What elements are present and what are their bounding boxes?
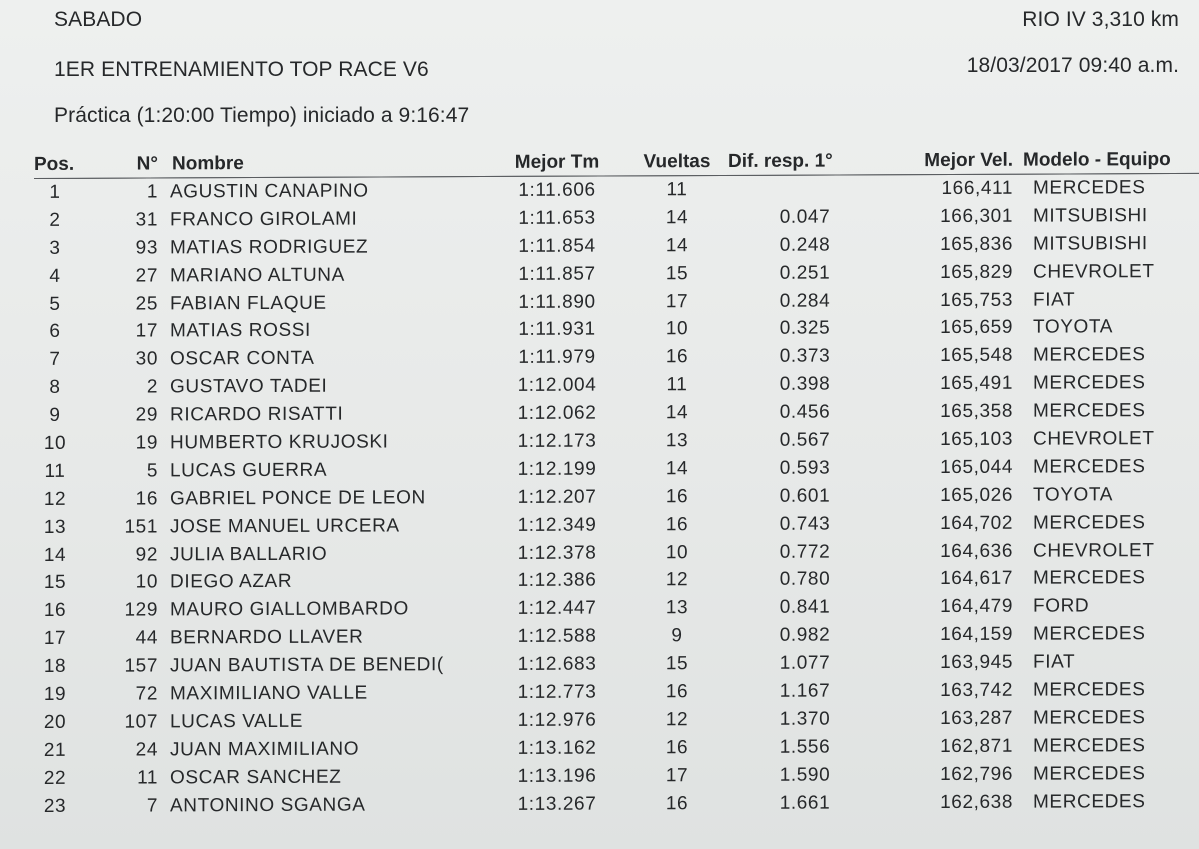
gap-cell: 0.456 xyxy=(779,401,831,423)
col-number-header: N° xyxy=(136,153,158,175)
pos-cell: 9 xyxy=(49,404,61,426)
gap-cell: 0.248 xyxy=(779,234,831,256)
driver-name-cell: LUCAS GUERRA xyxy=(170,459,328,482)
laps-cell: 16 xyxy=(665,736,689,758)
results-table xyxy=(34,147,1199,821)
best-speed-cell: 164,636 xyxy=(940,540,1013,562)
laps-cell: 14 xyxy=(665,234,689,256)
model-cell: MERCEDES xyxy=(1033,623,1146,645)
best-time-cell: 1:12.683 xyxy=(517,653,597,675)
car-number-cell: 29 xyxy=(135,404,158,426)
best-speed-cell: 165,548 xyxy=(940,345,1013,367)
best-speed-cell: 166,411 xyxy=(941,177,1013,199)
best-time-cell: 1:13.162 xyxy=(517,737,597,759)
model-cell: MITSUBISHI xyxy=(1033,204,1148,227)
best-speed-cell: 165,103 xyxy=(940,428,1013,450)
best-speed-cell: 162,638 xyxy=(940,791,1013,813)
best-speed-cell: 165,659 xyxy=(940,317,1013,339)
best-speed-cell: 165,491 xyxy=(940,372,1013,395)
best-speed-cell: 162,871 xyxy=(940,735,1013,757)
laps-cell: 14 xyxy=(665,402,689,424)
driver-name-cell: MARIANO ALTUNA xyxy=(170,264,345,287)
driver-name-cell: JUAN MAXIMILIANO xyxy=(170,738,360,761)
track-label: RIO IV 3,310 km xyxy=(1022,8,1179,31)
model-cell: MERCEDES xyxy=(1033,679,1146,701)
car-number-cell: 25 xyxy=(135,292,158,315)
gap-cell: 0.567 xyxy=(779,429,831,451)
best-speed-cell: 165,044 xyxy=(940,456,1013,478)
laps-cell: 13 xyxy=(665,597,689,619)
gap-cell: 0.047 xyxy=(779,206,831,228)
best-time-cell: 1:11.979 xyxy=(518,346,596,369)
pos-cell: 5 xyxy=(49,293,61,315)
model-cell: FORD xyxy=(1033,595,1090,617)
car-number-cell: 5 xyxy=(146,460,158,482)
driver-name-cell: MATIAS ROSSI xyxy=(170,320,311,342)
best-speed-cell: 163,742 xyxy=(940,679,1013,702)
pos-cell: 12 xyxy=(43,488,67,510)
driver-name-cell: LUCAS VALLE xyxy=(170,710,303,733)
gap-cell: 0.373 xyxy=(779,345,831,368)
best-speed-cell: 165,358 xyxy=(940,400,1013,423)
model-cell: MERCEDES xyxy=(1033,372,1146,394)
model-cell: CHEVROLET xyxy=(1033,428,1155,450)
driver-name-cell: FABIAN FLAQUE xyxy=(170,292,327,314)
best-speed-cell: 166,301 xyxy=(940,205,1013,227)
pos-cell: 16 xyxy=(43,600,67,622)
laps-cell: 16 xyxy=(665,485,689,507)
table-row xyxy=(34,787,1199,820)
car-number-cell: 107 xyxy=(124,711,158,733)
model-cell: MERCEDES xyxy=(1033,511,1146,534)
best-time-cell: 1:12.004 xyxy=(517,374,597,397)
car-number-cell: 157 xyxy=(124,655,158,677)
best-time-cell: 1:12.378 xyxy=(517,542,597,564)
gap-cell: 0.251 xyxy=(779,262,831,284)
col-best-speed-header: Mejor Vel. xyxy=(924,149,1013,172)
session-datetime: 18/03/2017 09:40 a.m. xyxy=(966,54,1179,77)
model-cell: TOYOTA xyxy=(1033,484,1113,506)
pos-cell: 14 xyxy=(43,544,67,566)
best-speed-cell: 164,479 xyxy=(940,596,1013,618)
best-speed-cell: 164,702 xyxy=(940,512,1013,534)
pos-cell: 10 xyxy=(43,432,67,454)
car-number-cell: 93 xyxy=(135,237,158,259)
gap-cell: 1.590 xyxy=(779,764,831,786)
laps-cell: 10 xyxy=(665,318,689,340)
day-label: SABADO xyxy=(54,8,143,31)
model-cell: FIAT xyxy=(1033,651,1076,673)
best-time-cell: 1:13.267 xyxy=(517,793,597,815)
best-speed-cell: 165,753 xyxy=(940,289,1013,311)
best-time-cell: 1:11.653 xyxy=(518,207,596,229)
driver-name-cell: ANTONINO SGANGA xyxy=(170,794,366,816)
laps-cell: 16 xyxy=(665,346,689,368)
col-model-header: Modelo - Equipo xyxy=(1023,149,1171,171)
car-number-cell: 24 xyxy=(135,739,158,761)
pos-cell: 15 xyxy=(43,572,67,594)
laps-cell: 15 xyxy=(665,653,689,675)
pos-cell: 22 xyxy=(43,767,67,789)
gap-cell: 0.325 xyxy=(779,317,831,340)
car-number-cell: 1 xyxy=(146,181,158,203)
car-number-cell: 151 xyxy=(124,516,158,538)
model-cell: MERCEDES xyxy=(1033,344,1146,366)
laps-cell: 11 xyxy=(666,179,688,201)
best-time-cell: 1:12.386 xyxy=(517,569,597,592)
gap-cell: 1.167 xyxy=(779,680,831,702)
gap-cell: 0.982 xyxy=(779,624,831,646)
best-time-cell: 1:11.890 xyxy=(518,291,596,313)
pos-cell: 3 xyxy=(49,237,61,259)
laps-cell: 14 xyxy=(665,206,689,229)
laps-cell: 13 xyxy=(665,430,689,452)
best-speed-cell: 165,836 xyxy=(940,233,1013,255)
best-time-cell: 1:12.976 xyxy=(517,709,597,731)
pos-cell: 6 xyxy=(49,321,61,343)
driver-name-cell: JULIA BALLARIO xyxy=(170,543,328,565)
laps-cell: 16 xyxy=(665,513,689,535)
laps-cell: 17 xyxy=(665,290,689,312)
driver-name-cell: HUMBERTO KRUJOSKI xyxy=(170,431,389,454)
laps-cell: 14 xyxy=(665,457,689,480)
laps-cell: 16 xyxy=(665,681,689,703)
driver-name-cell: FRANCO GIROLAMI xyxy=(170,208,358,231)
pos-cell: 2 xyxy=(49,209,61,231)
gap-cell: 0.743 xyxy=(779,513,831,535)
best-speed-cell: 165,026 xyxy=(940,484,1013,506)
driver-name-cell: DIEGO AZAR xyxy=(170,571,293,593)
pos-cell: 23 xyxy=(43,795,67,817)
car-number-cell: 17 xyxy=(135,320,158,342)
best-time-cell: 1:12.588 xyxy=(517,625,597,648)
best-time-cell: 1:12.349 xyxy=(517,514,597,536)
model-cell: CHEVROLET xyxy=(1033,260,1155,283)
model-cell: MERCEDES xyxy=(1033,400,1146,422)
pos-cell: 8 xyxy=(49,377,61,399)
model-cell: CHEVROLET xyxy=(1033,539,1155,562)
driver-name-cell: BERNARDO LLAVER xyxy=(170,626,364,649)
car-number-cell: 27 xyxy=(135,265,158,287)
col-pos-header: Pos. xyxy=(34,153,75,175)
best-time-cell: 1:11.854 xyxy=(518,235,596,257)
pos-cell: 11 xyxy=(44,460,66,482)
best-speed-cell: 164,159 xyxy=(940,623,1013,646)
best-time-cell: 1:12.173 xyxy=(517,430,597,452)
car-number-cell: 7 xyxy=(146,794,158,817)
car-number-cell: 10 xyxy=(135,571,158,593)
gap-cell: 1.661 xyxy=(779,792,831,814)
col-name-header: Nombre xyxy=(172,153,244,175)
best-time-cell: 1:11.606 xyxy=(518,179,596,201)
best-speed-cell: 162,796 xyxy=(940,763,1013,785)
session-title: 1ER ENTRENAMIENTO TOP RACE V6 xyxy=(54,58,429,81)
gap-cell: 0.601 xyxy=(779,485,831,507)
col-laps-header: Vueltas xyxy=(643,151,711,173)
best-time-cell: 1:12.773 xyxy=(517,681,597,703)
gap-cell: 1.077 xyxy=(779,652,831,674)
car-number-cell: 129 xyxy=(124,599,158,621)
best-time-cell: 1:11.931 xyxy=(518,318,596,341)
gap-cell: 1.556 xyxy=(779,736,831,758)
car-number-cell: 19 xyxy=(135,432,158,454)
best-time-cell: 1:12.447 xyxy=(517,597,597,620)
driver-name-cell: MATIAS RODRIGUEZ xyxy=(170,236,369,259)
car-number-cell: 92 xyxy=(135,543,158,566)
laps-cell: 16 xyxy=(665,792,689,814)
driver-name-cell: GUSTAVO TADEI xyxy=(170,375,328,398)
pos-cell: 18 xyxy=(43,655,67,678)
laps-cell: 12 xyxy=(665,709,689,731)
model-cell: MERCEDES xyxy=(1033,707,1146,729)
pos-cell: 21 xyxy=(43,739,67,761)
model-cell: MERCEDES xyxy=(1033,455,1146,478)
laps-cell: 17 xyxy=(665,764,689,786)
gap-cell: 0.593 xyxy=(779,457,831,479)
pos-cell: 1 xyxy=(49,181,61,203)
driver-name-cell: JOSE MANUEL URCERA xyxy=(170,515,400,538)
gap-cell: 0.284 xyxy=(779,290,831,312)
gap-cell: 0.780 xyxy=(779,568,831,591)
model-cell: MERCEDES xyxy=(1033,177,1146,199)
practice-info: Práctica (1:20:00 Tiempo) iniciado a 9:16:47 xyxy=(54,104,470,127)
best-time-cell: 1:11.857 xyxy=(518,263,596,285)
pos-cell: 20 xyxy=(43,711,67,733)
driver-name-cell: AGUSTIN CANAPINO xyxy=(170,180,369,203)
driver-name-cell: MAURO GIALLOMBARDO xyxy=(170,598,409,621)
gap-cell: 0.772 xyxy=(779,541,831,563)
laps-cell: 11 xyxy=(666,374,688,396)
laps-cell: 10 xyxy=(665,541,689,563)
driver-name-cell: GABRIEL PONCE DE LEON xyxy=(170,487,426,510)
model-cell: TOYOTA xyxy=(1033,316,1113,339)
driver-name-cell: MAXIMILIANO VALLE xyxy=(170,682,368,705)
pos-cell: 7 xyxy=(49,349,61,371)
driver-name-cell: OSCAR SANCHEZ xyxy=(170,766,342,789)
best-speed-cell: 165,829 xyxy=(940,261,1013,283)
car-number-cell: 31 xyxy=(135,209,158,231)
car-number-cell: 44 xyxy=(135,627,158,649)
car-number-cell: 30 xyxy=(135,348,158,370)
car-number-cell: 11 xyxy=(137,767,158,789)
model-cell: FIAT xyxy=(1033,288,1076,311)
results-body xyxy=(34,173,1199,820)
laps-cell: 15 xyxy=(665,262,689,284)
col-best-time-header: Mejor Tm xyxy=(514,151,600,173)
car-number-cell: 16 xyxy=(135,488,158,510)
gap-cell: 1.370 xyxy=(779,708,831,730)
pos-cell: 19 xyxy=(43,683,67,705)
pos-cell: 4 xyxy=(49,265,61,287)
model-cell: MERCEDES xyxy=(1033,790,1146,813)
model-cell: MERCEDES xyxy=(1033,762,1146,785)
car-number-cell: 2 xyxy=(146,376,158,398)
best-speed-cell: 164,617 xyxy=(940,568,1013,590)
model-cell: MITSUBISHI xyxy=(1033,232,1148,255)
model-cell: MERCEDES xyxy=(1033,567,1146,590)
gap-cell: 0.398 xyxy=(779,373,831,395)
pos-cell: 17 xyxy=(43,628,67,650)
best-speed-cell: 163,287 xyxy=(940,707,1013,729)
driver-name-cell: RICARDO RISATTI xyxy=(170,403,344,426)
gap-cell: 0.841 xyxy=(779,596,831,619)
model-cell: MERCEDES xyxy=(1033,734,1146,757)
gap-cell xyxy=(722,175,888,204)
laps-cell: 9 xyxy=(671,625,683,647)
car-number-cell: 72 xyxy=(135,683,158,705)
best-time-cell: 1:12.207 xyxy=(517,486,597,508)
laps-cell: 12 xyxy=(665,569,689,591)
driver-name-cell: OSCAR CONTA xyxy=(170,348,315,370)
best-time-cell: 1:13.196 xyxy=(517,765,597,787)
col-gap-header: Dif. resp. 1° xyxy=(728,150,833,172)
pos-cell: 13 xyxy=(43,516,67,538)
best-time-cell: 1:12.199 xyxy=(517,458,597,480)
best-speed-cell: 163,945 xyxy=(940,651,1013,674)
best-time-cell: 1:12.062 xyxy=(517,402,597,424)
driver-name-cell: JUAN BAUTISTA DE BENEDI( xyxy=(170,654,444,677)
